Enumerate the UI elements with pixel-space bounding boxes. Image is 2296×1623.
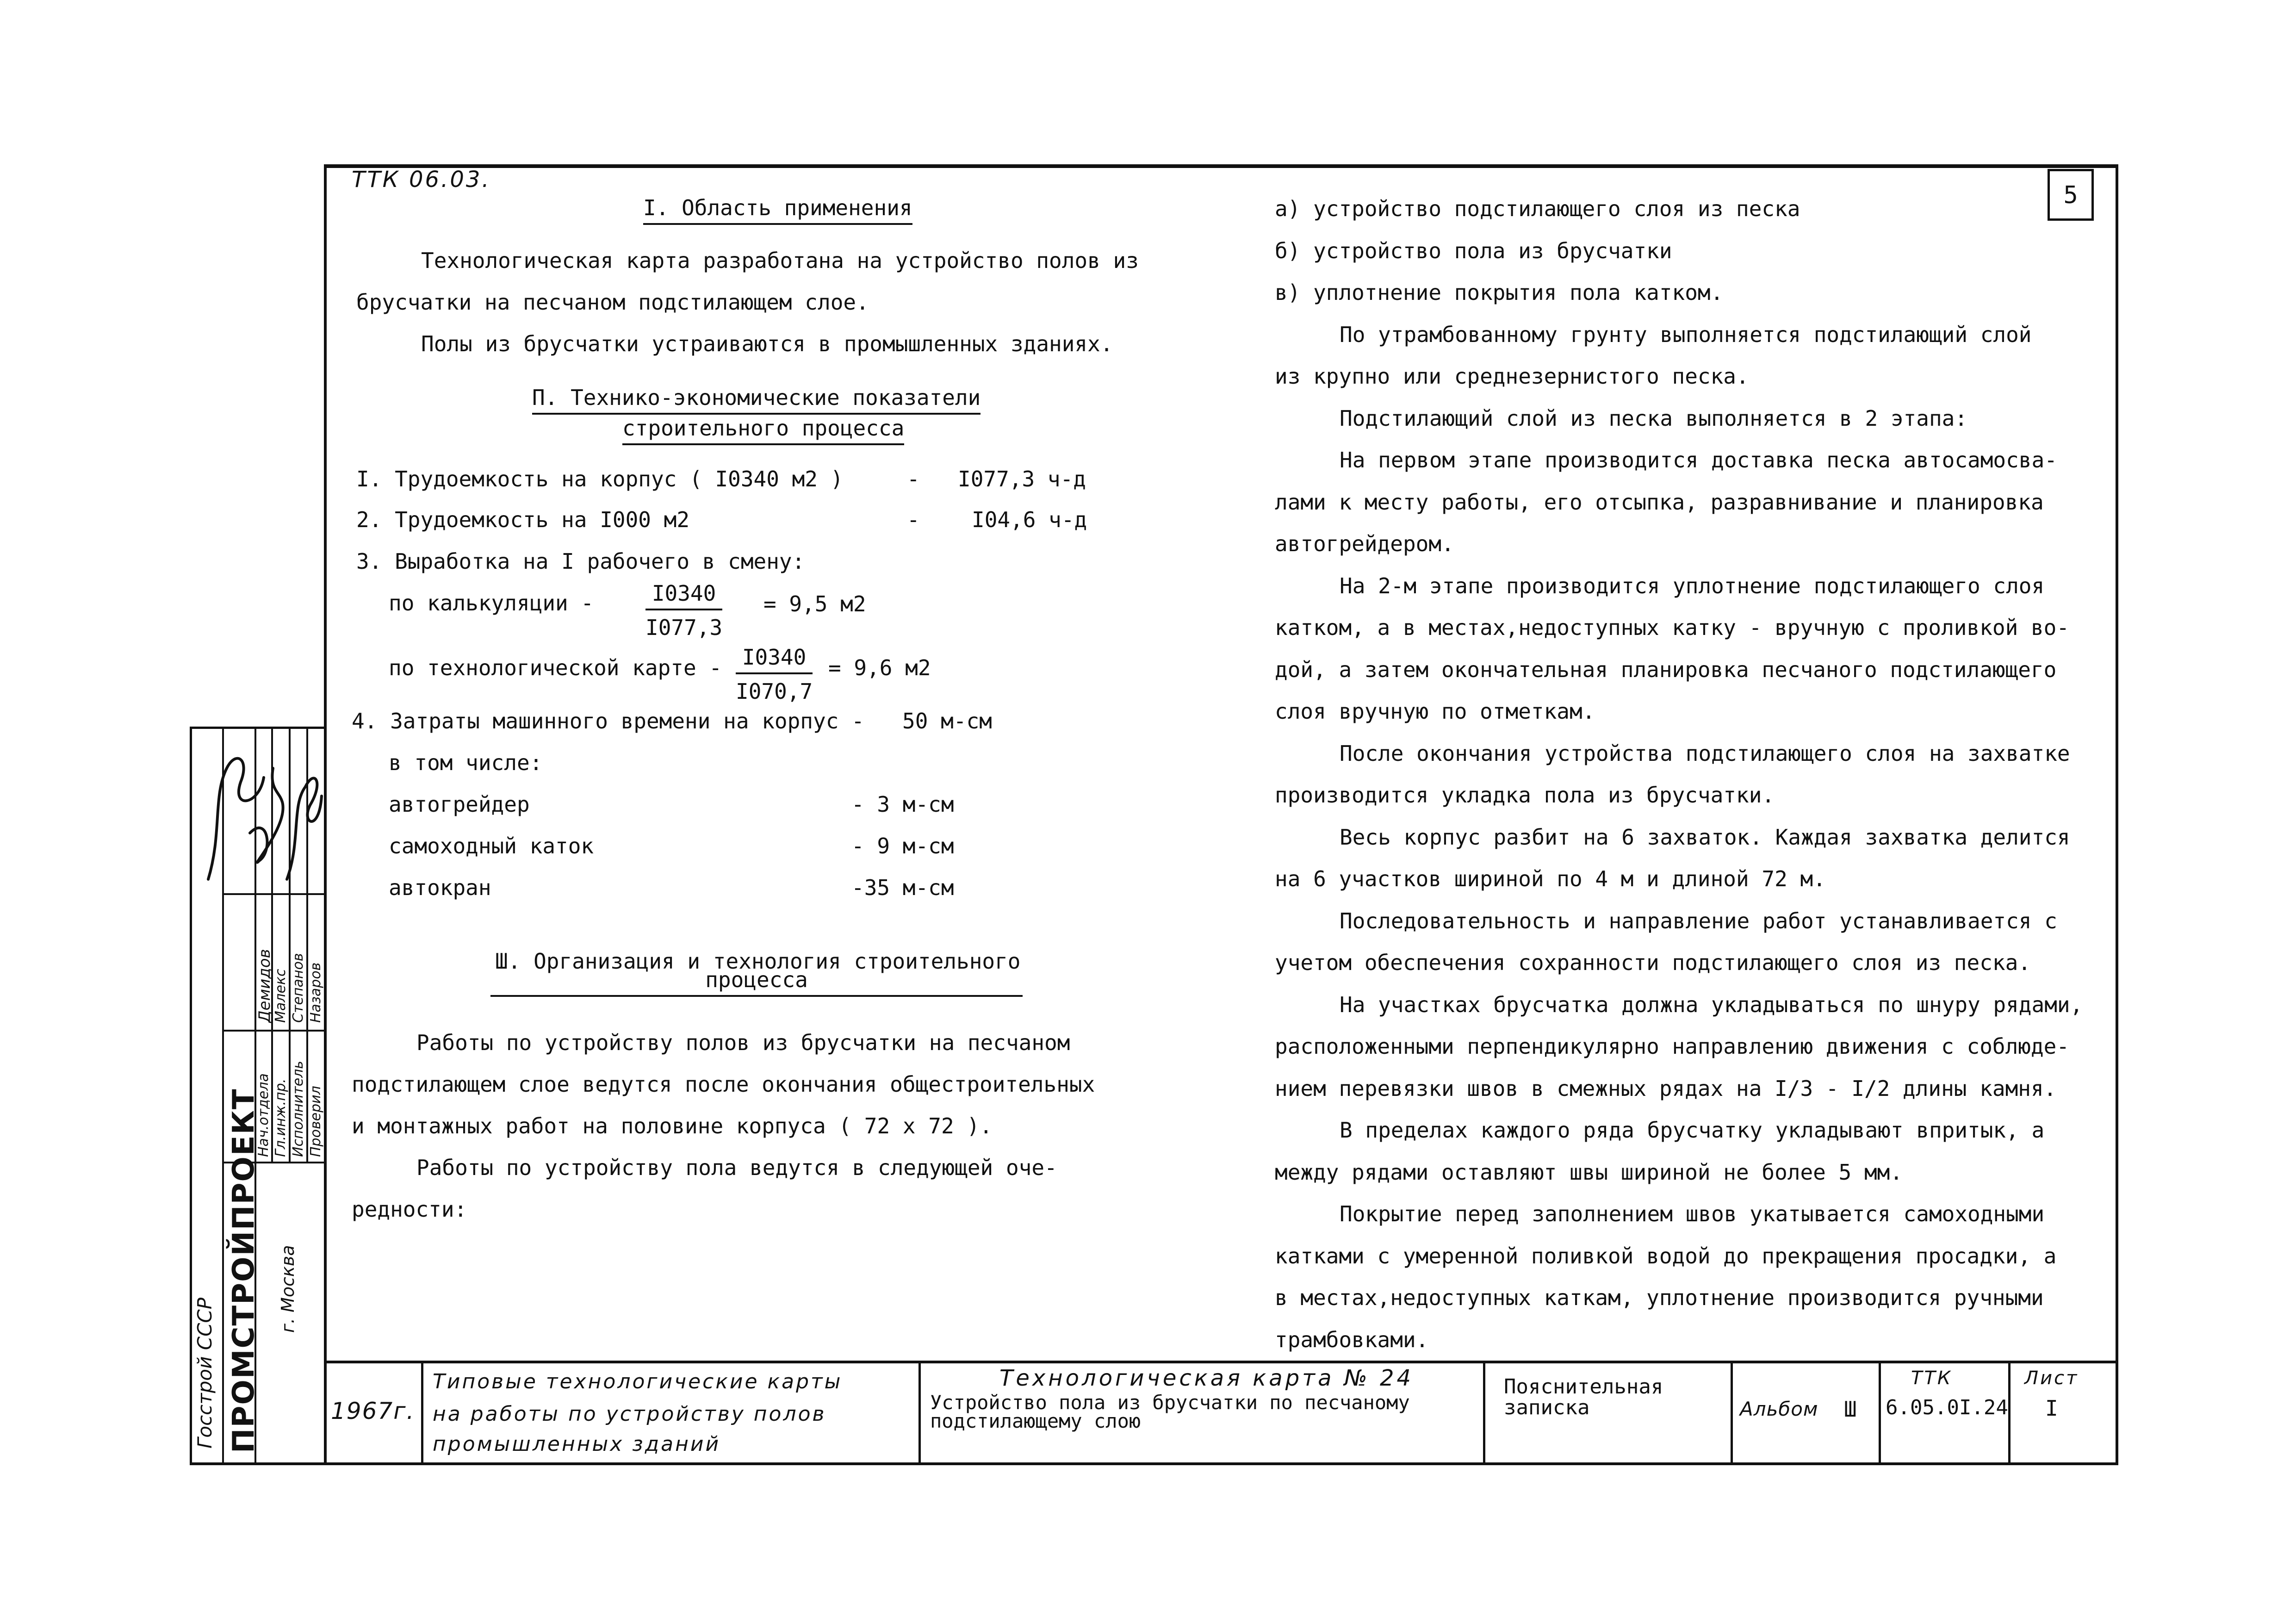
right-column-line: трамбовками. xyxy=(1275,1327,1429,1352)
calc-result: = 9,5 м2 xyxy=(763,591,866,616)
doc-code: ТТК 06.03. xyxy=(352,167,491,193)
right-column-line: на 6 участков шириной по 4 м и длиной 72 м. xyxy=(1275,866,1826,891)
doc-type: Пояснительная xyxy=(1504,1375,1663,1399)
doc-type: записка xyxy=(1504,1396,1590,1419)
album-number: Ш xyxy=(1844,1397,1857,1422)
right-column-line: учетом обеспечения сохранности подстилающего слоя из песка. xyxy=(1275,950,2031,975)
ttk-label: ТТК xyxy=(1911,1368,1953,1389)
right-column-line: Последовательность и направление работ устанавливается с xyxy=(1340,908,2057,933)
indicator-dash: - xyxy=(907,466,920,491)
indicator-value: I04,6 ч-д xyxy=(972,507,1087,532)
ttk-code: 6.05.0I.24 xyxy=(1886,1396,2008,1419)
stamp-name: Степанов xyxy=(290,953,306,1023)
section1-heading: I. Область применения xyxy=(643,195,912,225)
sheet-label: Лист xyxy=(2024,1368,2079,1389)
right-column-line: б) устройство пола из брусчатки xyxy=(1275,238,1672,263)
frame-bottom-line xyxy=(190,1462,2118,1465)
right-column-line: нием перевязки швов в смежных рядах на I/3 - I/2 длины камня. xyxy=(1275,1076,2057,1101)
right-column-line: Покрытие перед заполнением швов укатывается самоходными xyxy=(1340,1201,2045,1226)
right-column-line: в) уплотнение покрытия пола катком. xyxy=(1275,280,1724,305)
indicator-dash: - xyxy=(907,507,920,532)
right-column-line: После окончания устройства подстилающего слоя на захватке xyxy=(1340,741,2070,766)
calc-fraction: $\frac{I0340}{I070,7}$ xyxy=(736,645,813,704)
year: 1967г. xyxy=(331,1398,415,1424)
section3-text: редности: xyxy=(352,1197,467,1222)
album-label: Альбом xyxy=(1740,1398,1818,1420)
machine-value: -35 м-см xyxy=(851,875,954,900)
title-block-cell xyxy=(2008,1361,2011,1465)
series-title: на работы по устройству полов xyxy=(433,1402,826,1426)
stamp-role: Гл.инж.пр. xyxy=(273,1078,289,1157)
section2-heading: строительного процесса xyxy=(622,416,904,445)
right-column-line: катком, а в местах,недоступных катку - вручную с проливкой во- xyxy=(1275,615,2070,640)
right-column-line: в местах,недоступных каткам, уплотнение производится ручными xyxy=(1275,1285,2044,1310)
series-title: промышленных зданий xyxy=(433,1432,721,1456)
section3-text: и монтажных работ на половине корпуса ( 72 х 72 ). xyxy=(352,1113,993,1138)
section2-heading: П. Технико-экономические показатели xyxy=(532,385,980,415)
section3-heading: Ш. Организация и технология строительного xyxy=(495,949,1021,974)
stamp-name: Назаров xyxy=(308,962,324,1023)
drawing-frame xyxy=(324,164,2118,1465)
calc-result: = 9,6 м2 xyxy=(828,655,931,680)
calc-label: по технологической карте - xyxy=(389,655,722,680)
section3-heading: процесса xyxy=(490,967,1023,997)
including-label: в том числе: xyxy=(389,750,543,775)
section3-text: подстилающем слое ведутся после окончания общестроительных xyxy=(352,1072,1095,1097)
right-column-line: расположенными перпендикулярно направлению движения с соблюде- xyxy=(1275,1034,2070,1059)
indicator-value: 50 м-см xyxy=(902,709,992,734)
signature-image xyxy=(194,740,329,889)
right-column-line: дой, а затем окончательная планировка песчаного подстилающего xyxy=(1275,657,2057,682)
card-subtitle: подстилающему слою xyxy=(930,1410,1141,1432)
page-number: 5 xyxy=(2048,169,2094,221)
machine-name: автогрейдер xyxy=(389,792,530,817)
right-column-line: из крупно или среднезернистого песка. xyxy=(1275,364,1749,389)
title-block-cell xyxy=(1879,1361,1881,1465)
section1-text: Полы из брусчатки устраиваются в промышленных зданиях. xyxy=(421,331,1113,356)
calc-fraction: $\frac{I0340}{I077,3}$ xyxy=(645,581,723,640)
machine-value: - 3 м-см xyxy=(851,792,954,817)
card-subtitle: Устройство пола из брусчатки по песчаному xyxy=(930,1391,1410,1414)
machine-value: - 9 м-см xyxy=(851,833,954,858)
stamp-divider xyxy=(222,1030,327,1032)
calc-label: по калькуляции - xyxy=(389,591,594,616)
series-title: Типовые технологические карты xyxy=(433,1370,843,1393)
indicator-value: I077,3 ч-д xyxy=(958,466,1086,491)
right-column-line: По утрамбованному грунту выполняется подстилающий слой xyxy=(1340,322,2032,347)
right-column-line: слоя вручную по отметкам. xyxy=(1275,699,1595,724)
title-block-cell xyxy=(1483,1361,1485,1465)
indicator-item: 2. Трудоемкость на I000 м2 xyxy=(356,507,690,532)
right-column-line: лами к месту работы, его отсыпка, разравнивание и планировка xyxy=(1275,490,2044,515)
stamp-role: Проверил xyxy=(308,1086,324,1157)
section1-text: брусчатки на песчаном подстилающем слое. xyxy=(356,290,869,315)
card-title: Технологическая карта № 24 xyxy=(999,1365,1414,1391)
right-column-line: автогрейдером. xyxy=(1275,531,1454,556)
sheet-number: I xyxy=(2045,1396,2058,1421)
stamp-name: Демидов xyxy=(255,949,274,1023)
right-column-line: На первом этапе производится доставка песка автосамосва- xyxy=(1340,448,2057,473)
stamp-role: Исполнитель xyxy=(290,1061,306,1157)
stamp-city: г. Москва xyxy=(278,1245,298,1333)
indicator-item: I. Трудоемкость на корпус ( I0340 м2 ) xyxy=(356,466,844,491)
right-column-line: Подстилающий слой из песка выполняется в 2 этапа: xyxy=(1340,406,1968,431)
section3-text: Работы по устройству полов из брусчатки на песчаном xyxy=(416,1030,1070,1055)
right-column-line: катками с умеренной поливкой водой до прекращения просадки, а xyxy=(1275,1244,2057,1269)
right-column-line: На участках брусчатка должна укладываться по шнуру рядами, xyxy=(1340,992,2083,1017)
machine-name: автокран xyxy=(389,875,491,900)
title-block-cell xyxy=(1731,1361,1733,1465)
right-column-line: производится укладка пола из брусчатки. xyxy=(1275,783,1775,808)
right-column-line: а) устройство подстилающего слоя из песка xyxy=(1275,196,1800,221)
title-block-cell xyxy=(421,1361,423,1465)
indicator-item: 3. Выработка на I рабочего в смену: xyxy=(356,549,805,574)
stamp-role: Нач.отдела xyxy=(255,1073,272,1157)
indicator-item: 4. Затраты машинного времени на корпус - xyxy=(352,709,864,734)
stamp-org: ПРОМСТРОЙПРОЕКТ xyxy=(227,1088,261,1453)
section1-text: Технологическая карта разработана на устройство полов из xyxy=(421,248,1139,273)
stamp-name: Малекс xyxy=(273,969,289,1023)
section3-text: Работы по устройству пола ведутся в следующей оче- xyxy=(416,1155,1057,1180)
right-column-line: В пределах каждого ряда брусчатку укладывают впритык, а xyxy=(1340,1118,2045,1143)
right-column-line: Весь корпус разбит на 6 захваток. Каждая захватка делится xyxy=(1340,825,2070,850)
right-column-line: между рядами оставляют швы шириной не более 5 мм. xyxy=(1275,1160,1903,1185)
machine-name: самоходный каток xyxy=(389,833,594,858)
stamp-org: Госстрой СССР xyxy=(193,1297,216,1449)
stamp-divider xyxy=(222,893,327,895)
title-block-cell xyxy=(918,1361,921,1465)
right-column-line: На 2-м этапе производится уплотнение подстилающего слоя xyxy=(1340,573,2045,598)
